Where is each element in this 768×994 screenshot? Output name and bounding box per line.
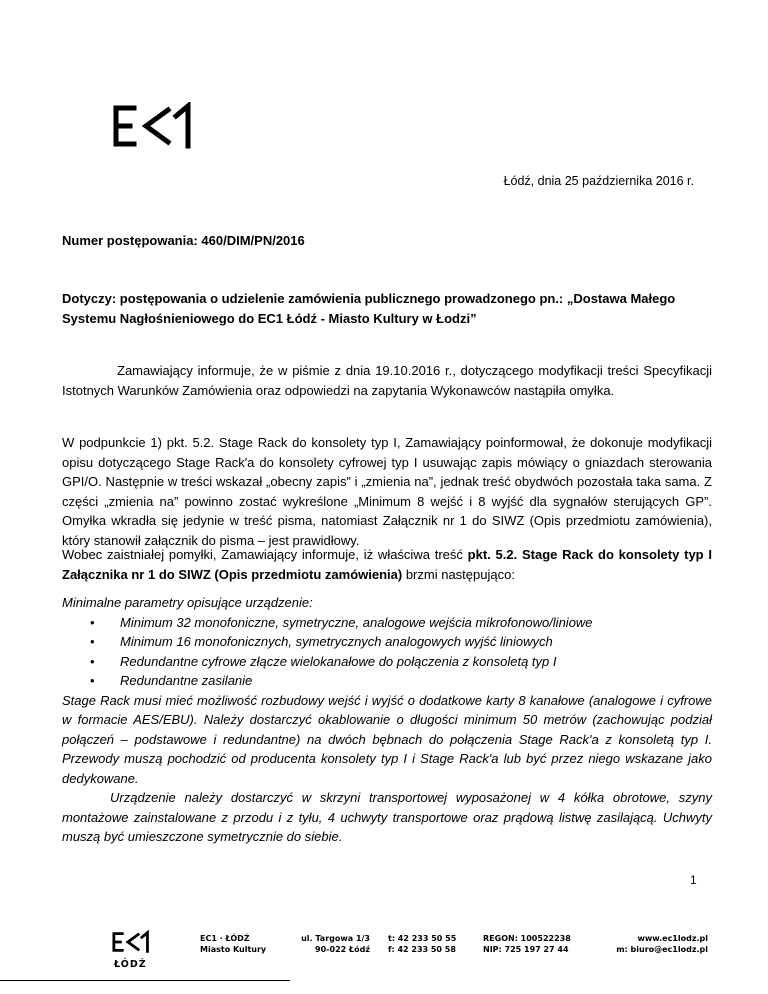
footer-org-name: EC1 · ŁÓDŹ [200, 934, 250, 943]
paragraph-3-before: Wobec zaistniałej pomyłki, Zamawiający informuje, iż właściwa treść [62, 547, 468, 562]
paragraph-1: Zamawiający informuje, że w piśmie z dnia 19.10.2016 r., dotyczącego modyfikacji treści Specyfikacji Istotnych Warunków Zamówienia oraz odpowiedzi na zapytania Wykonawców nastąpiła omyłka. [62, 363, 712, 398]
footer-tel: t: 42 233 50 55 [388, 934, 457, 943]
footer [0, 925, 768, 975]
footer-fax: f: 42 233 50 58 [388, 945, 456, 954]
paragraph-3-bold: pkt. 5.2. Stage Rack do konsolety typ I Załącznika nr 1 do SIWZ (Opis przedmiotu zamówienia) [62, 547, 712, 582]
footer-phones [388, 933, 456, 955]
parameters-list [62, 613, 712, 691]
reference-number: Numer postępowania: 460/DIM/PN/2016 [62, 233, 305, 248]
page-number: 1 [690, 873, 697, 887]
footer-org [200, 933, 266, 955]
footer-www-link[interactable]: www.ec1lodz.pl [637, 934, 708, 943]
footer-regon: REGON: 100522238 [483, 934, 571, 943]
footer-city: ŁÓDŹ [114, 959, 147, 970]
parameters-text-1: Stage Rack musi mieć możliwość rozbudowy wejść i wyjść o dodatkowe karty 8 kanałowe (analogowe i cyfrowe w formacie AES/EBU). Należy dostarczyć okablowanie o długości minimum 50 metrów (zachowując podział połączeń – podstawowe i redundantne) na dwóch bębnach do połączenia Stage Rack'a z konsoletą typ I. Przewody muszą pochodzić od producenta konsolety typ I i Stage Rack'a lub być przez niego wskazane jako dedykowane. [62, 692, 712, 786]
parameters-section [62, 593, 712, 847]
footer-ids [483, 933, 571, 955]
ec1-logo [112, 102, 202, 150]
footer-email-link[interactable]: m: biuro@ec1lodz.pl [616, 945, 708, 954]
footer-divider [0, 980, 290, 981]
list-item: • Redundantne cyfrowe złącze wielokanałowe do połączenia z konsoletą typ I [62, 652, 712, 672]
subject-line: Dotyczy: postępowania o udzielenie zamówienia publicznego prowadzonego pn.: „Dostawa Małego Systemu Nagłośnieniowego do EC1 Łódź - Miasto Kultury w Łodzi” [62, 291, 676, 326]
footer-address [300, 933, 370, 955]
ec1-footer-logo [112, 925, 154, 959]
paragraph-2: W podpunkcie 1) pkt. 5.2. Stage Rack do konsolety typ I, Zamawiający poinformował, że dokonuje modyfikacji opisu dotyczącego Stage Rack'a do konsolety cyfrowej typ I usuwając zapis mówiący o gniazdach sterowania GPI/O. Następnie w treści wskazał „obecny zapis” i „zmienia na”, jednak treść obydwóch pozostała taka sama. Z części „zmienia na” powinno zostać wykreślone „Minimum 8 wejść i 8 wyjść dla sygnałów sterujących GP”. Omyłka wkradła się jedynie w treść pisma, natomiast Załącznik nr 1 do SIWZ (Opis przedmiotu zamówienia), który stanowił załącznik do pisma – jest prawidłowy. [62, 435, 712, 548]
footer-org-sub: Miasto Kultury [200, 945, 267, 954]
paragraph-3 [62, 545, 712, 584]
footer-postcode: 90-022 Łódź [315, 945, 370, 954]
parameters-text-2: Urządzenie należy dostarczyć w skrzyni transportowej wyposażonej w 4 kółka obrotowe, szyny montażowe zainstalowane z przodu i z tyłu, 4 uchwyty transportowe oraz prądową listwę zasilającą. Uchwyty muszą być umieszczone symetrycznie do siebie. [62, 790, 712, 844]
list-item: • Minimum 32 monofoniczne, symetryczne, analogowe wejścia mikrofonowo/liniowe [62, 613, 712, 633]
footer-street: ul. Targowa 1/3 [301, 934, 370, 943]
letter-date: Łódź, dnia 25 października 2016 r. [503, 174, 694, 188]
footer-web [590, 933, 708, 955]
list-item: • Redundantne zasilanie [62, 671, 712, 691]
footer-nip: NIP: 725 197 27 44 [483, 945, 569, 954]
parameters-heading: Minimalne parametry opisujące urządzenie: [62, 595, 313, 610]
paragraph-3-after: brzmi następująco: [402, 566, 515, 582]
list-item: • Minimum 16 monofonicznych, symetrycznych analogowych wyjść liniowych [62, 632, 712, 652]
